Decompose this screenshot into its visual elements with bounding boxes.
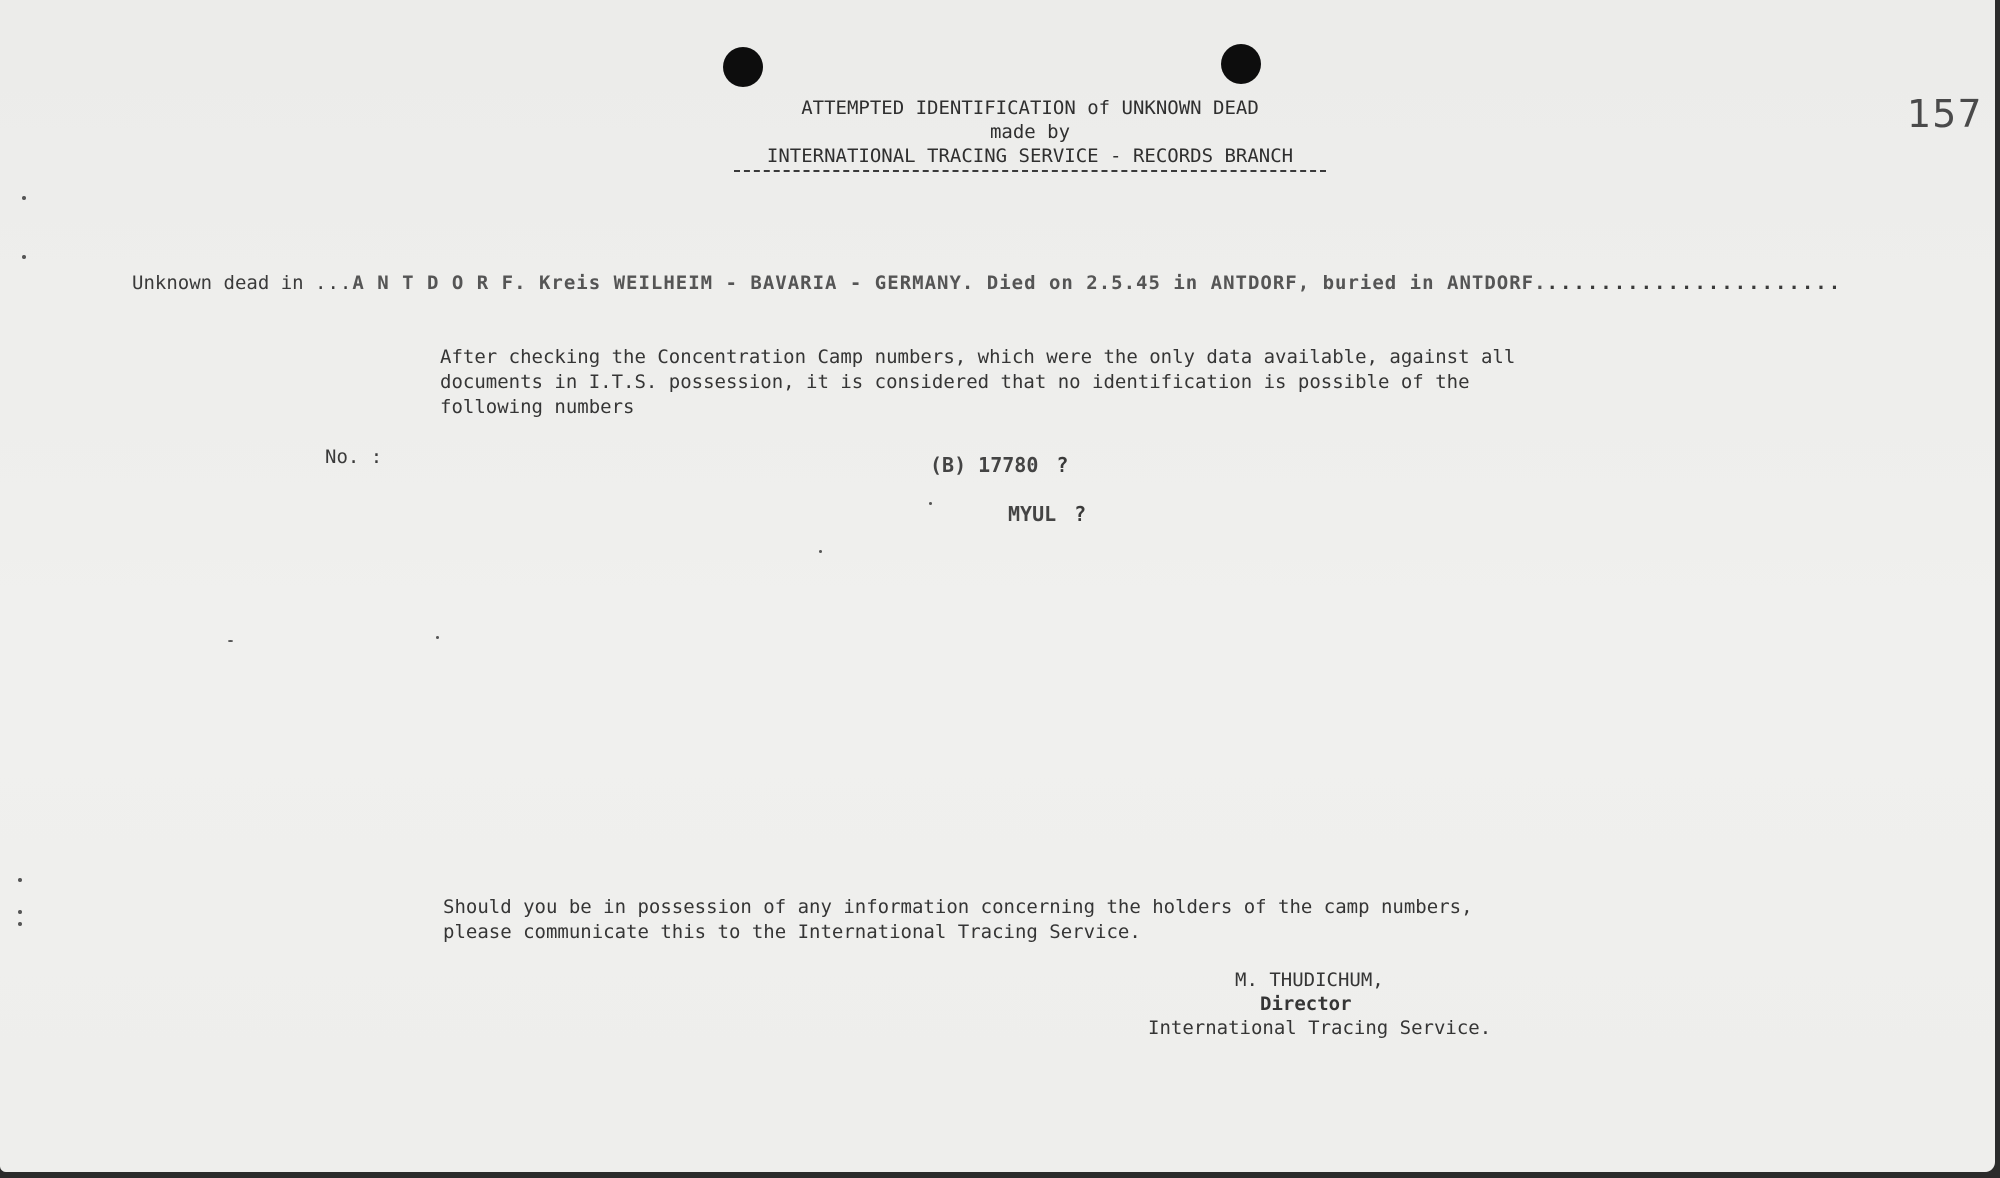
paper-speck [929,502,932,505]
camp-number-2-mark: ? [1074,502,1087,526]
camp-number-2 [1008,502,1086,526]
signature-organization: International Tracing Service. [1148,1017,1492,1039]
punch-hole-right [1221,44,1261,84]
paper-speck [18,922,22,926]
closing-paragraph [443,895,1643,945]
heading-underline [734,170,1326,172]
signature-title: Director [1260,993,1352,1015]
unknown-dead-location: A N T D O R F. Kreis WEILHEIM - BAVARIA - GERMANY. Died on 2.5.45 in ANTDORF, buried in ANTDORF. [352,272,1547,294]
unknown-dead-leader: ... [315,272,353,294]
unknown-dead-trailing-dots: ...................... [1546,272,1843,294]
camp-number-2-value: MYUL [1008,502,1057,526]
paper-speck [436,636,439,639]
camp-number-1-mark: ? [1056,453,1069,477]
closing-line-1: Should you be in possession of any information concerning the holders of the camp numbers, [443,896,1473,918]
paper-speck [228,640,233,642]
camp-number-1 [930,453,1068,477]
paragraph-line-3: following numbers [440,396,635,418]
punch-hole-left [723,47,763,87]
paragraph-line-1: After checking the Concentration Camp numbers, which were the only data available, against all [440,346,1516,368]
numbers-label: No. : [325,446,383,468]
camp-number-1-value: (B) 17780 [930,453,1039,477]
paper-speck [18,910,22,914]
signature-name: M. THUDICHUM, [1235,969,1384,991]
paper-speck [18,878,22,882]
paragraph-line-2: documents in I.T.S. possession, it is considered that no identification is possible of the [440,371,1470,393]
signature-block [1100,968,1550,1040]
unknown-dead-row [132,272,1912,294]
unknown-dead-label: Unknown dead in [132,272,304,294]
paper-speck [819,550,822,553]
checking-paragraph [440,345,1660,420]
document-heading [690,96,1370,172]
paper-speck [22,255,26,259]
page-number: 157 [1907,92,1983,136]
closing-line-2: please communicate this to the International Tracing Service. [443,921,1141,943]
paper-speck [22,196,26,200]
heading-organization: INTERNATIONAL TRACING SERVICE - RECORDS BRANCH [766,145,1294,167]
heading-made-by: made by [989,121,1071,143]
heading-title: ATTEMPTED IDENTIFICATION of UNKNOWN DEAD [801,97,1259,119]
